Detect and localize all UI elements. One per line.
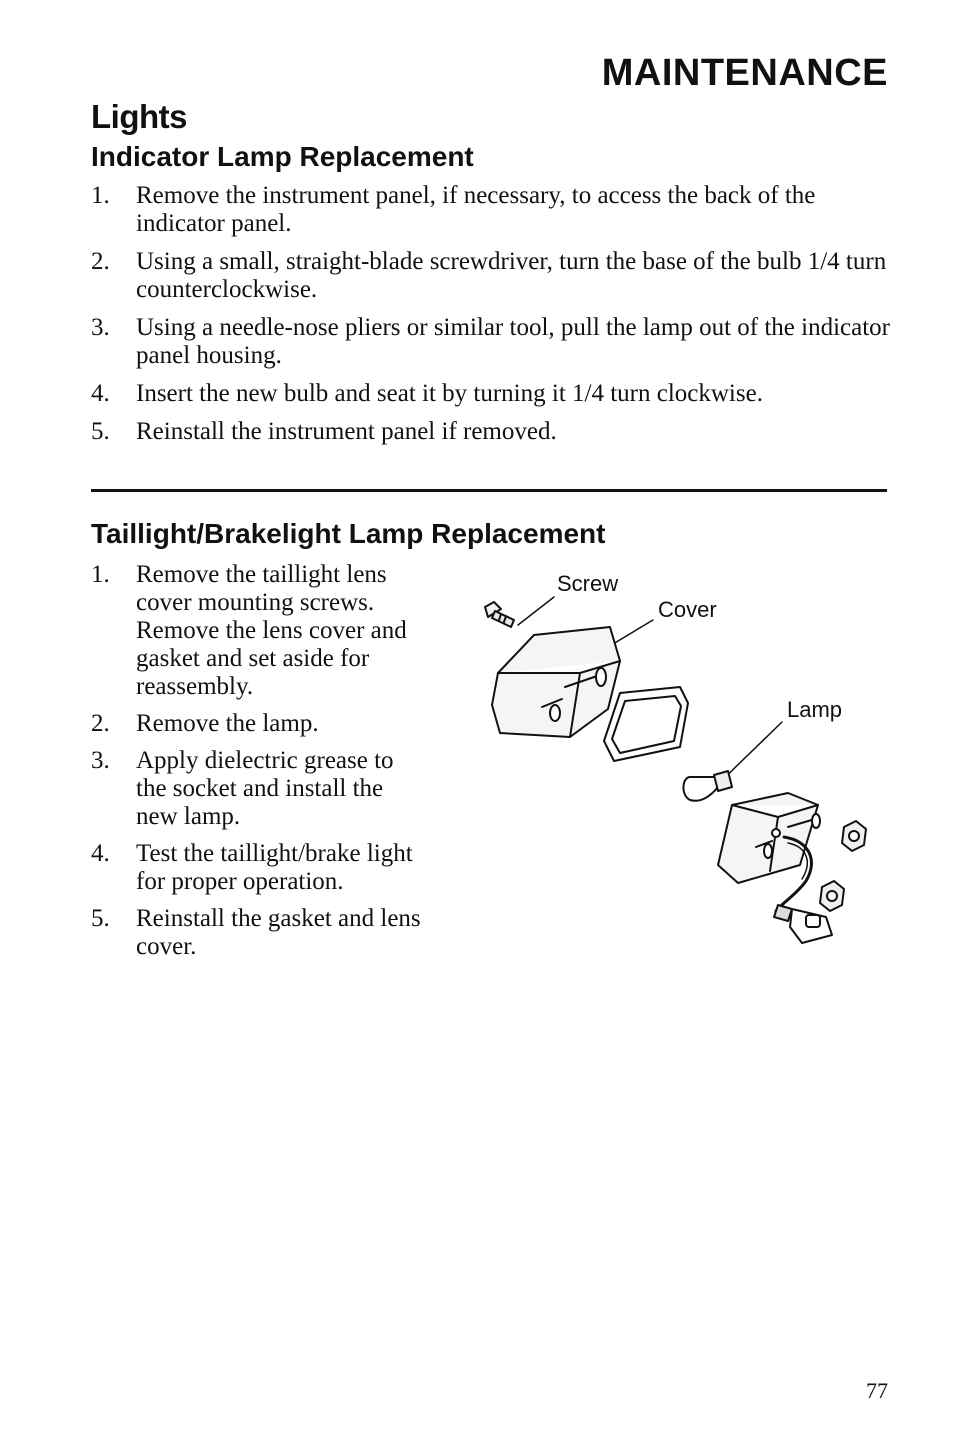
lamp-label: Lamp — [787, 697, 843, 722]
page-number: 77 — [866, 1378, 888, 1403]
nut-icon — [820, 881, 844, 911]
list-item: 5. Reinstall the instrument panel if removed. — [91, 418, 557, 445]
list-item: 1. Remove the instrument panel, if necessary, to access the back of the indicator panel. — [91, 182, 816, 237]
list-item: 3. Apply dielectric grease to the socket and install the new lamp. — [91, 747, 394, 830]
taillight-diagram-drawing — [470, 565, 890, 965]
list-item: 4. Insert the new bulb and seat it by turning it 1/4 turn clockwise. — [91, 380, 763, 407]
list-item: 1. Remove the taillight lens cover mounting screws. Remove the lens cover and gasket and set aside for reassembly. — [91, 561, 407, 700]
list-item: 2. Using a small, straight-blade screwdriver, turn the base of the bulb 1/4 turn counterclockwise. — [91, 248, 887, 303]
taillight-steps — [91, 561, 421, 970]
taillight-exploded-diagram — [470, 565, 890, 965]
gasket-icon — [604, 687, 688, 761]
list-item: 2. Remove the lamp. — [91, 710, 319, 737]
socket-housing-icon — [718, 793, 820, 883]
screw-icon — [485, 602, 514, 627]
indicator-steps — [91, 182, 891, 456]
list-item: 4. Test the taillight/brake light for proper operation. — [91, 840, 413, 895]
nut-icon — [842, 821, 866, 851]
section-header: MAINTENANCE — [601, 52, 888, 94]
indicator-heading: Indicator Lamp Replacement — [91, 141, 474, 172]
section-divider — [91, 489, 887, 492]
screw-label: Screw — [557, 571, 619, 596]
page-title: Lights — [91, 98, 187, 135]
lens-cover-icon — [492, 627, 620, 737]
list-item: 3. Using a needle-nose pliers or similar tool, pull the lamp out of the indicator panel housing. — [91, 314, 890, 369]
taillight-heading: Taillight/Brakelight Lamp Replacement — [91, 518, 606, 549]
lamp-bulb-icon — [683, 771, 732, 801]
cover-label: Cover — [658, 597, 717, 622]
list-item: 5. Reinstall the gasket and lens cover. — [91, 905, 421, 960]
screw-leader-line — [518, 597, 554, 625]
